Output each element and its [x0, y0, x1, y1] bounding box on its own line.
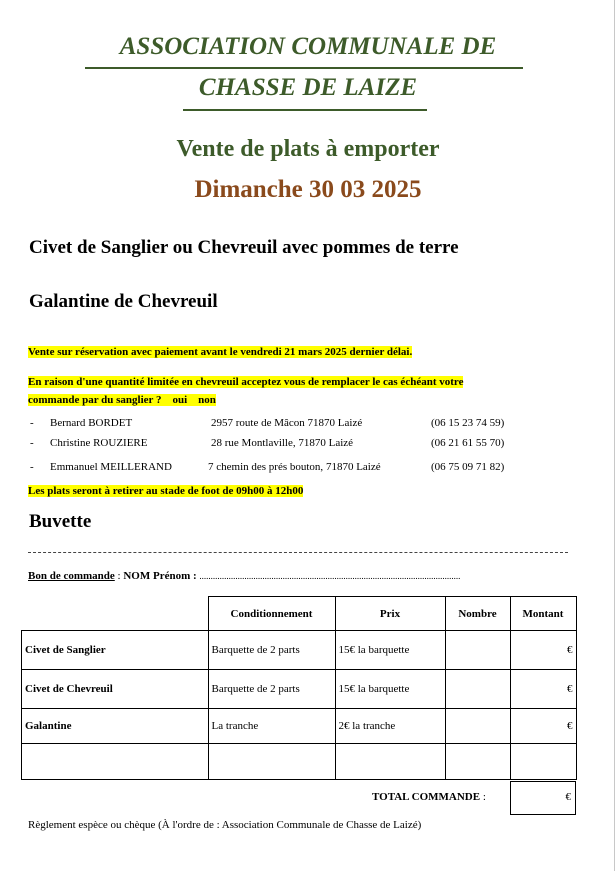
header-nombre: Nombre	[445, 597, 510, 631]
dish-civet: Civet de Sanglier ou Chevreuil avec pommes de terre	[29, 237, 459, 258]
contact-address: 7 chemin des prés bouton, 71870 Laizé	[208, 461, 381, 473]
event-date: Dimanche 30 03 2025	[194, 176, 422, 203]
order-table	[21, 596, 577, 780]
qty-input[interactable]	[445, 709, 510, 744]
contact-bullet: -	[30, 417, 34, 429]
contact-name: Christine ROUZIERE	[50, 437, 148, 449]
qty-input[interactable]	[445, 670, 510, 709]
title-line-1: ASSOCIATION COMMUNALE DE	[119, 33, 497, 60]
page-edge	[614, 0, 615, 871]
pickup-notice: Les plats seront à retirer au stade de foot de 09h00 à 12h00	[28, 485, 304, 497]
order-form-label: Bon de commande	[28, 570, 115, 582]
total-amount: €	[565, 791, 571, 803]
table-row	[22, 670, 577, 709]
header-montant: Montant	[510, 597, 576, 631]
total-amount-box[interactable]	[510, 781, 576, 815]
total-label-line: TOTAL COMMANDE :	[372, 791, 486, 803]
contact-name: Emmanuel MEILLERAND	[50, 461, 172, 473]
header-conditionnement: Conditionnement	[208, 597, 335, 631]
substitution-question: En raison d'une quantité limitée en chevreuil acceptez vous de remplacer le cas échéant votre commande par du sanglier ? oui non	[28, 376, 464, 406]
empty-cell[interactable]	[335, 744, 445, 780]
title-underline-1	[85, 67, 523, 69]
empty-cell[interactable]	[510, 744, 576, 780]
contact-phone: (06 75 09 71 82)	[431, 461, 505, 473]
contact-bullet: -	[30, 437, 34, 449]
row-price: 15€ la barquette	[335, 670, 445, 709]
row-item: Civet de Sanglier	[22, 631, 209, 670]
name-label: NOM Prénom :	[123, 570, 197, 582]
header-blank	[22, 597, 209, 631]
contact-phone: (06 15 23 74 59)	[431, 417, 505, 429]
row-item: Civet de Chevreuil	[22, 670, 209, 709]
cut-line	[28, 552, 568, 553]
row-amount[interactable]: €	[510, 631, 576, 670]
empty-cell[interactable]	[22, 744, 209, 780]
row-packaging: Barquette de 2 parts	[208, 670, 335, 709]
qty-input[interactable]	[445, 631, 510, 670]
option-oui[interactable]: oui	[172, 394, 188, 406]
contact-phone: (06 21 61 55 70)	[431, 437, 505, 449]
contact-address: 28 rue Montlaville, 71870 Laizé	[211, 437, 354, 449]
title-line-2: CHASSE DE LAIZE	[198, 74, 418, 101]
row-price: 15€ la barquette	[335, 631, 445, 670]
table-row	[22, 709, 577, 744]
row-amount[interactable]: €	[510, 709, 576, 744]
buvette-heading: Buvette	[29, 511, 92, 532]
table-row-empty	[22, 744, 577, 780]
table-row	[22, 631, 577, 670]
empty-cell[interactable]	[208, 744, 335, 780]
table-header-row	[22, 597, 577, 631]
dish-galantine: Galantine de Chevreuil	[29, 291, 218, 312]
order-form-label-line: Bon de commande : NOM Prénom : ....................................................................................................................	[28, 570, 461, 582]
contact-bullet: -	[30, 461, 34, 473]
subtitle: Vente de plats à emporter	[176, 136, 440, 162]
payment-note: Règlement espèce ou chèque (À l'ordre de : Association Communale de Chasse de Laizé)	[28, 819, 422, 831]
row-amount[interactable]: €	[510, 670, 576, 709]
name-field[interactable]: ....................................................................................................................	[199, 571, 461, 581]
contact-address: 2957 route de Mâcon 71870 Laizé	[211, 417, 363, 429]
row-price: 2€ la tranche	[335, 709, 445, 744]
contact-name: Bernard BORDET	[50, 417, 133, 429]
row-packaging: Barquette de 2 parts	[208, 631, 335, 670]
header-prix: Prix	[335, 597, 445, 631]
row-item: Galantine	[22, 709, 209, 744]
option-non[interactable]: non	[198, 394, 216, 406]
reservation-notice: Vente sur réservation avec paiement avant le vendredi 21 mars 2025 dernier délai.	[28, 346, 413, 358]
title-underline-2	[183, 109, 427, 111]
total-label: TOTAL COMMANDE	[372, 791, 481, 803]
row-packaging: La tranche	[208, 709, 335, 744]
empty-cell[interactable]	[445, 744, 510, 780]
